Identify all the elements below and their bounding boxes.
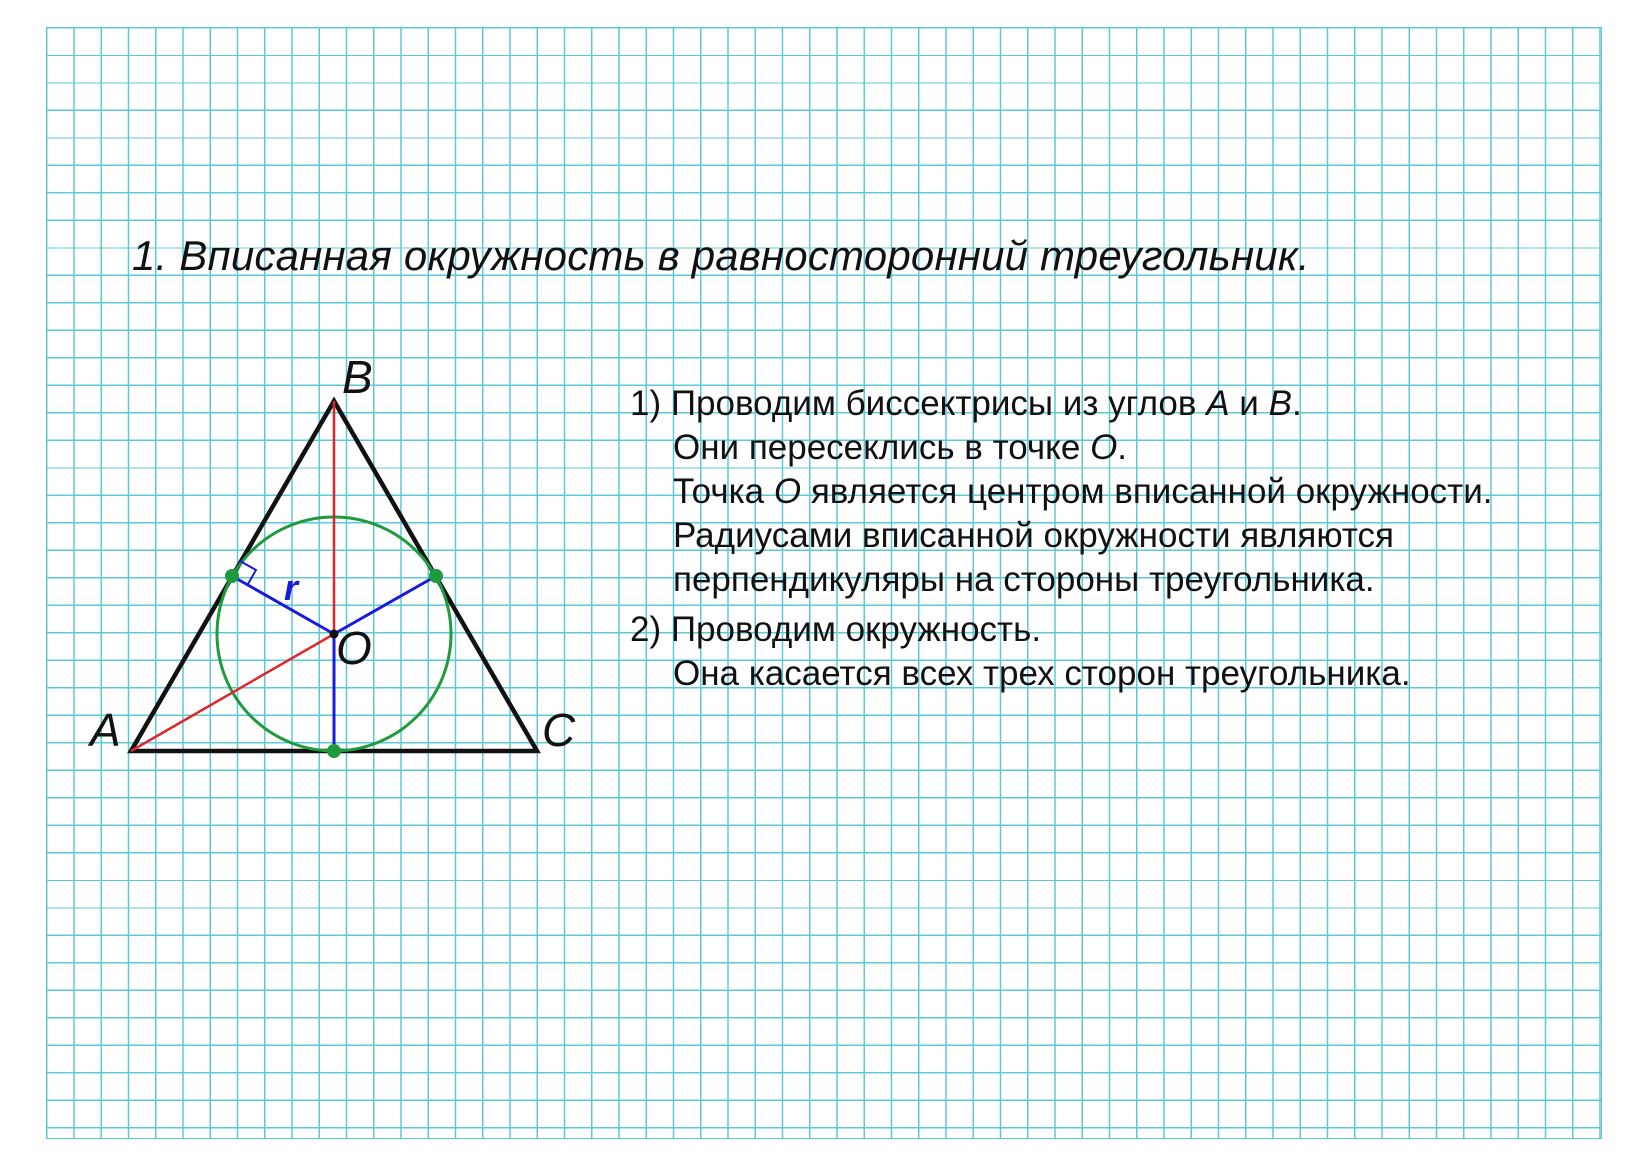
point-o-ref: O	[1090, 428, 1118, 467]
construction-steps	[630, 382, 1492, 696]
tangent-point-ab	[225, 569, 239, 583]
step-1-line-3-rest: является центром вписанной окружности.	[801, 472, 1493, 511]
vertex-label-b: B	[342, 351, 373, 403]
tangent-point-ac	[327, 744, 341, 758]
step-1-conj: и	[1229, 384, 1269, 423]
step-2-line-2: Она касается всех трех сторон треугольника.	[673, 654, 1411, 693]
radius-label-r: r	[284, 567, 299, 608]
vertex-label-c: C	[542, 704, 576, 756]
step-1-line-3	[630, 470, 1492, 514]
step-1-line-4: Радиусами вписанной окружности являются	[673, 516, 1394, 555]
step-1-line-3-text: Точка	[673, 472, 774, 511]
step-1-line-2-text: Они пересеклись в точке	[673, 428, 1091, 467]
step-2-text: Проводим окружность.	[670, 610, 1042, 649]
step-1-number: 1)	[630, 384, 662, 423]
page-title: 1. Вписанная окружность в равносторонний треугольник.	[132, 232, 1310, 279]
center-label-o: O	[336, 622, 372, 674]
angle-a-ref: A	[1206, 384, 1230, 423]
step-1-period: .	[1291, 384, 1302, 423]
step-1-line-5: перпендикуляры на стороны треугольника.	[673, 560, 1375, 599]
radius-to-ab	[232, 576, 334, 634]
step-2-line-1	[630, 608, 1492, 652]
bisector-from-a	[131, 634, 334, 751]
vertex-label-a: A	[90, 704, 121, 756]
step-2-number: 2)	[630, 610, 662, 649]
step-1-line-2-period: .	[1117, 428, 1128, 467]
step-1-line-2	[630, 426, 1492, 470]
angle-b-ref: B	[1268, 384, 1292, 423]
step-1-text: Проводим биссектрисы из углов	[670, 384, 1207, 423]
tangent-point-bc	[429, 569, 443, 583]
point-o-ref-2: O	[773, 472, 802, 511]
step-1-line-1	[630, 382, 1492, 426]
